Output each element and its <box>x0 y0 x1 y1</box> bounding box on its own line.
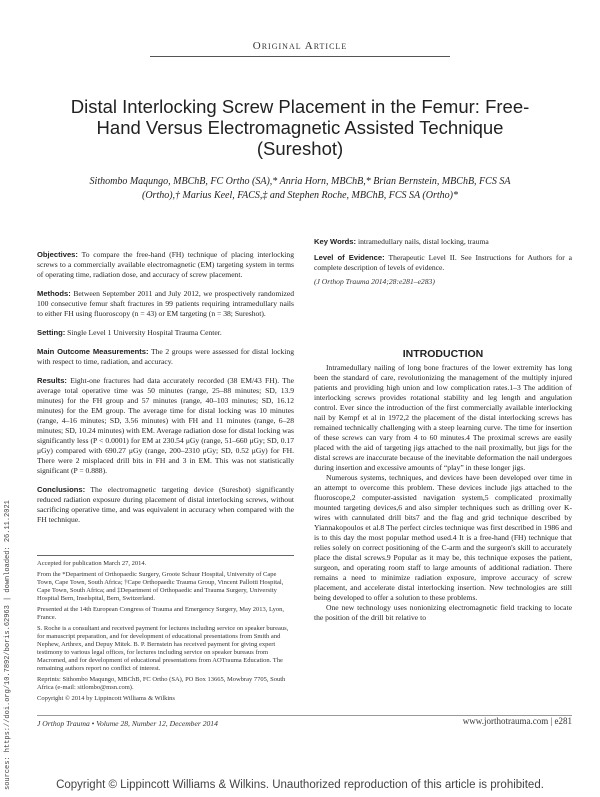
journal-citation: (J Orthop Trauma 2014;28:e281–e283) <box>314 277 435 286</box>
article-title: Distal Interlocking Screw Placement in the Femur: Free-Hand Versus Electromagnetic Assisted Technique (Sureshot) <box>70 96 530 159</box>
notes-rule <box>37 555 294 556</box>
abstract-methods <box>37 289 294 319</box>
keywords-text: intramedullary nails, distal locking, trauma <box>357 237 489 246</box>
note-copyright: Copyright © 2014 by Lippincott Williams & Wilkins <box>37 695 175 702</box>
introduction-heading: INTRODUCTION <box>402 348 484 360</box>
objectives-text: To compare the free-hand (FH) technique of placing interlocking screws to a commercially available electromagnetic (EM) targeting system in terms of operating time, radiation dose, and accuracy of screw placement. <box>37 250 294 279</box>
results-label: Results: <box>37 376 67 385</box>
intro-paragraph-1: Intramedullary nailing of long bone fractures of the lower extremity has long been the standard of care, revolutionizing the management of the multiply injured patients and providing high union and low complication rates.1–3 The addition of interlocking screws provides rotational stability and leg length and angulation control. Ever since the introduction of the first commercially available interlocking nail by Kempf et al in 1972,2 the placement of the distal interlocking screws has remained technically challenging with a steep learning curve. The time for insertion of these screws can vary from 4 to 60 minutes.4 The proximal screws are easily placed with the aid of targeting jigs attached to the nail proximally, but jigs for the distal screws are inaccurate because of the inevitable deformation the nail undergoes during insertion and excessive amounts of “play” in these longer jigs. <box>314 363 572 472</box>
outcome-text: The 2 groups were assessed for distal locking with respect to time, radiation, and accuracy. <box>37 347 294 366</box>
results-text: Eight-one fractures had data accurately recorded (38 EM/43 FH). The average total operative time was 50 minutes (range, 25–88 minutes; SD, 13.9 minutes) for the FH group and 57 minutes (range, 40–103 minutes; SD, 16.12 minutes) for the EM group. The average time for distal locking was 10 minutes (range, 4–16 minutes; SD, 3.56 minutes) with FH and 11 minutes (range, 6–28 minutes; SD, 10.24 minutes) with EM. Average radiation dose for distal locking was significantly less (P < 0.0001) for EM at 230.54 μGy (range, 51–660 μGy; SD, 0.17 μGy) compared with 690.27 μGy (range, 200–2310 μGy; SD, 0.52 μGy) for FH. There were 2 misplaced drill bits in FH and 3 in EM. This was not statistically significant (P = 0.888). <box>37 376 294 475</box>
side-source-note <box>4 430 14 790</box>
side-source-text: sources: https://doi.org/10.7892/boris.62963 | downloaded: 26.11.2021 <box>4 500 12 790</box>
note-presented: Presented at the 14th European Congress of Trauma and Emergency Surgery, May 2013, Lyon, France. <box>37 606 285 621</box>
introduction-body <box>314 363 572 623</box>
methods-text: Between September 2011 and July 2012, we prospectively randomized 100 consecutive femur shaft fractures in 99 patients requiring intramedullary nails to either FH using fluoroscopy (n = 43) or EM targeting (n = 38; Sureshot). <box>37 289 294 318</box>
copyright-notice: Copyright © Lippincott Williams & Wilkins. Unauthorized reproduction of this article is prohibited. <box>56 779 544 791</box>
keywords <box>314 237 572 247</box>
intro-paragraph-2: Numerous systems, techniques, and devices have been developed over time in an attempt to overcome this problem. These devices include jigs attached to the fluoroscope,2 computer-assisted navigation system,5 complicated proximally mounted targeting devices,6 and also simpler techniques such as drilling over K-wires with cannulated drill bits7 and the flag and grid technique described by Yiannakopoulos et al.8 The perfect circles technique was first described in 1986 and is to this day the most popular method used.4 It is a free-hand (FH) technique that relies solely on correct positioning of the C-arm and the surgeon's skill to accurately place the distal screws.9 Popular as it may be, this technique exposes the patient, surgeon, and operating room staff to large amounts of additional radiation. There remains a need to minimize radiation exposure, improve accuracy of screw placement, and accelerate distal interlocking insertion. New technologies are still being developed to offer a solution to these problems. <box>314 473 572 602</box>
author-list: Sithombo Maqungo, MBChB, FC Ortho (SA),* Anria Horn, MBChB,* Brian Bernstein, MBChB, FCS SA (Ortho),† Marius Keel, FACS,‡ and Stephen Roche, MBChB, FCS SA (Ortho)* <box>89 176 511 201</box>
abstract-outcome <box>37 347 294 367</box>
evidence-label: Level of Evidence: <box>314 253 385 262</box>
evidence-text: Therapeutic Level II. See Instructions for Authors for a complete description of levels of evidence. <box>314 253 573 272</box>
abstract-objectives <box>37 250 294 280</box>
section-label: Original Article <box>252 40 348 52</box>
header-rule <box>150 56 450 57</box>
methods-label: Methods: <box>37 289 71 298</box>
article-notes <box>37 560 294 706</box>
footer-journal: J Orthop Trauma • Volume 28, Number 12, December 2014 <box>37 719 218 728</box>
setting-text: Single Level 1 University Hospital Trauma Center. <box>67 328 222 337</box>
note-reprints: Reprints: Sithombo Maqungo, MBChB, FC Ortho (SA), PO Box 13665, Mowbray 7705, South Africa (e-mail: sitlombo@msn.com). <box>37 676 286 691</box>
abstract-setting <box>37 328 294 338</box>
note-accepted: Accepted for publication March 27, 2014. <box>37 560 147 567</box>
level-of-evidence <box>314 253 572 273</box>
keywords-label: Key Words: <box>314 237 357 246</box>
note-affiliations: From the *Department of Orthopaedic Surgery, Groote Schuur Hospital, University of Cape Town, Cape Town, South Africa; †Cape Orthopaedic Trauma Group, Vincent Pallotti Hospital, Cape Town, South Africa; and ‡Department of Orthopaedic and Trauma Surgery, University Hospital Bern, Inselspital, Bern, Switzerland. <box>37 571 284 602</box>
abstract-results <box>37 376 294 476</box>
objectives-label: Objectives: <box>37 250 78 259</box>
conclusions-label: Conclusions: <box>37 485 86 494</box>
abstract-right-column <box>314 237 572 287</box>
conclusions-text: The electromagnetic targeting device (Sureshot) significantly reduced radiation exposure during placement of distal interlocking screws, without sacrificing operative time, and was equivalent in accuracy when compared with the FH technique. <box>37 485 294 524</box>
outcome-label: Main Outcome Measurements: <box>37 347 149 356</box>
note-disclosures: S. Roche is a consultant and received payment for lectures including service on speaker bureaus, for manuscript preparation, and for development of educational presentations from Smith and Nephew, Arthrex, and Depuy Mitek. B. P. Bernstein has received payment for giving expert testimony to various legal offices, for lectures including service on speaker bureaus from Macromed, and for development of educational presentations from AOTrauma Education. The remaining authors report no conflict of interest. <box>37 625 289 672</box>
abstract-left-column <box>37 250 294 534</box>
footer-site-page: www.jorthotrauma.com | e281 <box>462 716 572 726</box>
intro-paragraph-3: One new technology uses nonionizing electromagnetic field tracking to locate the position of the drill bit relative to <box>314 603 572 622</box>
abstract-conclusions <box>37 485 294 525</box>
setting-label: Setting: <box>37 328 66 337</box>
